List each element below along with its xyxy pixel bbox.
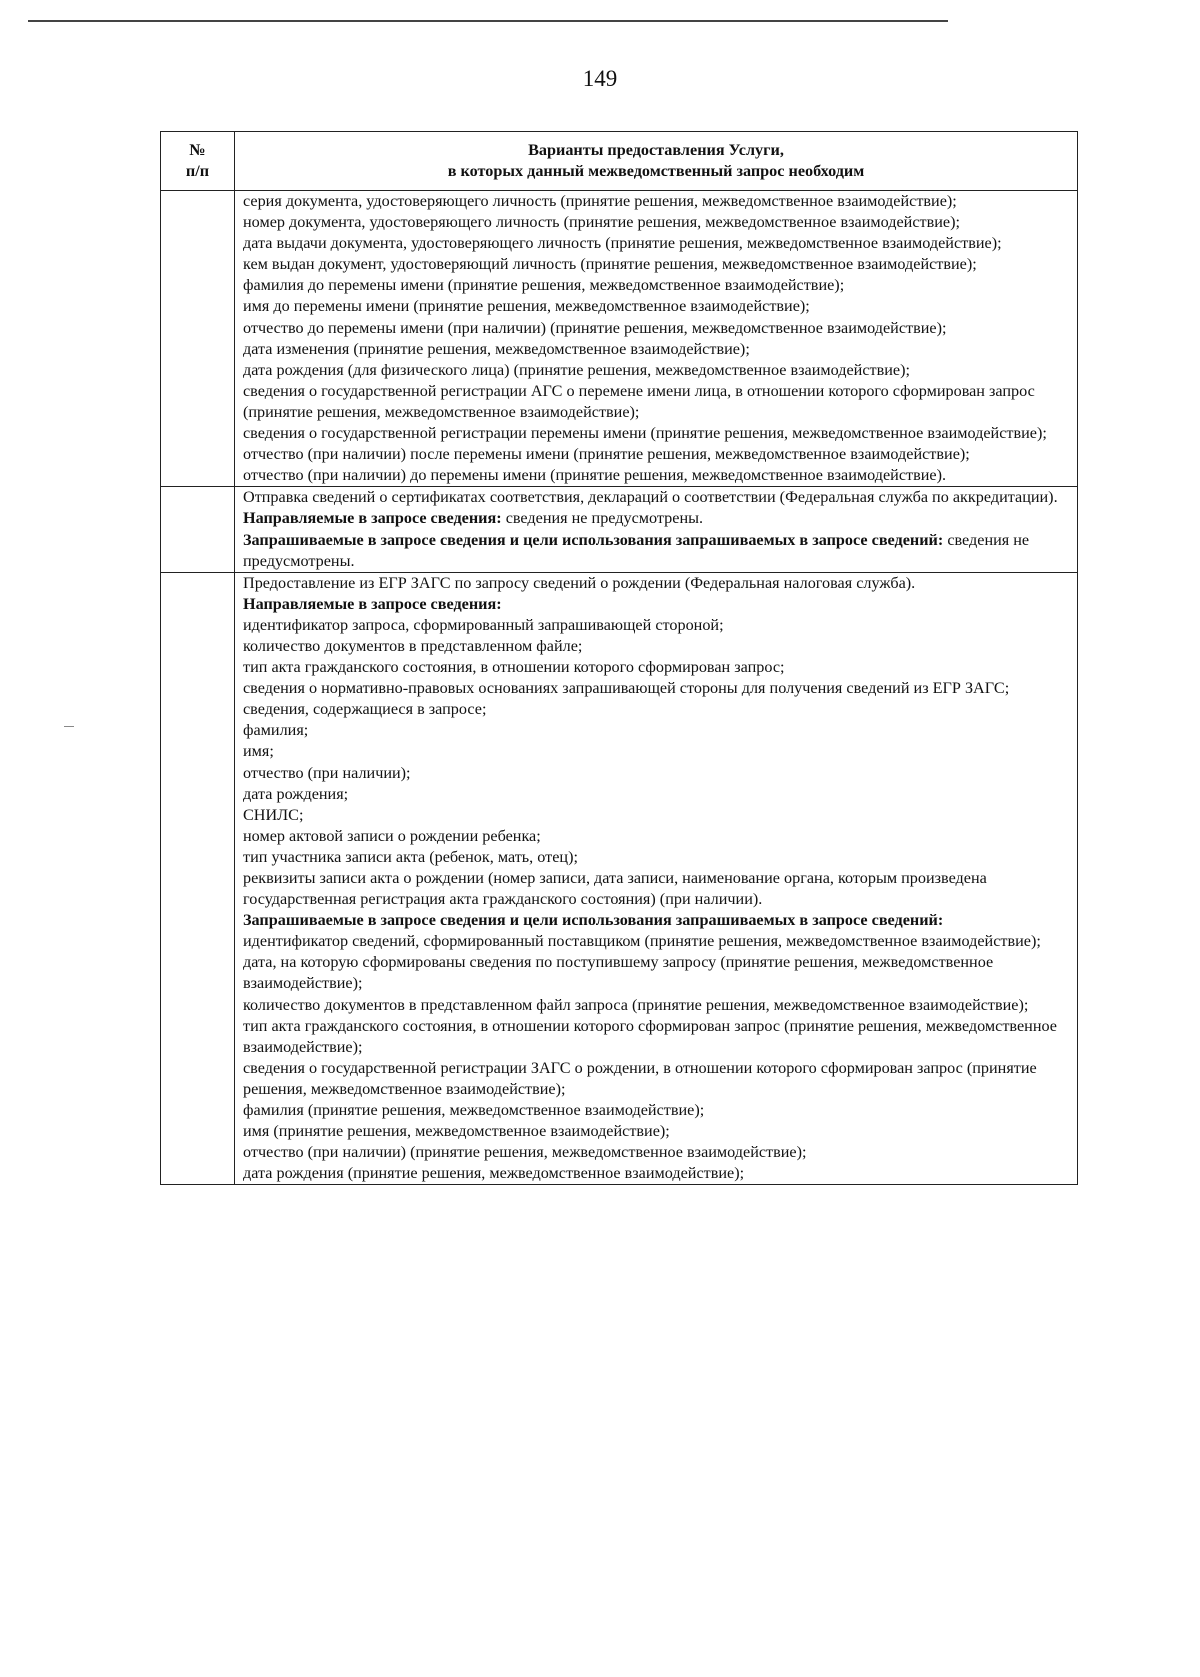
requested-info-label: Запрашиваемые в запросе сведения и цели использования запрашиваемых в запросе сведений:: [243, 530, 944, 549]
list-item: идентификатор сведений, сформированный поставщиком (принятие решения, межведомственное взаимодействие);: [243, 932, 1041, 951]
list-item: дата рождения (для физического лица) (принятие решения, межведомственное взаимодействие);: [243, 360, 910, 379]
list-item: номер актовой записи о рождении ребенка;: [243, 826, 541, 845]
list-item: дата рождения;: [243, 784, 349, 803]
number-header-abbrev: п/п: [185, 162, 210, 180]
row-number-cell: [161, 191, 235, 487]
list-item: отчество (при наличии) до перемены имени (принятие решения, межведомственное взаимодействие).: [243, 466, 947, 485]
table-row: [161, 487, 1078, 572]
sent-info-label: Направляемые в запросе сведения:: [243, 594, 502, 613]
list-item: фамилия;: [243, 721, 309, 740]
list-item: отчество (при наличии) (принятие решения, межведомственное взаимодействие);: [243, 1143, 807, 1162]
list-item: отчество (при наличии);: [243, 763, 411, 782]
variants-header-line-2: в которых данный межведомственный запрос необходим: [447, 162, 865, 180]
list-item: номер документа, удостоверяющего личность (принятие решения, межведомственное взаимодействие);: [243, 213, 960, 232]
requested-info-label: Запрашиваемые в запросе сведения и цели использования запрашиваемых в запросе сведений:: [243, 911, 944, 930]
list-item: отчество до перемены имени (при наличии) (принятие решения, межведомственное взаимодействие);: [243, 318, 947, 337]
list-item: дата изменения (принятие решения, межведомственное взаимодействие);: [243, 339, 750, 358]
services-table: [160, 131, 1078, 1185]
section-intro: Предоставление из ЕГР ЗАГС по запросу сведений о рождении (Федеральная налоговая служба).: [243, 573, 916, 592]
list-item: фамилия до перемены имени (принятие решения, межведомственное взаимодействие);: [243, 276, 845, 295]
table-row: [161, 572, 1078, 1185]
requested-info-value: сведения не предусмотрены.: [243, 530, 1030, 570]
list-item: СНИЛС;: [243, 805, 304, 824]
page-number: 149: [582, 66, 618, 91]
row-content-cell: [235, 572, 1078, 1185]
top-rule: [28, 20, 948, 22]
number-column-header: [161, 132, 235, 191]
list-item: сведения, содержащиеся в запросе;: [243, 700, 487, 719]
list-item: сведения о государственной регистрации АГС о перемене имени лица, в отношении которого сформирован запрос (принятие решения, межведомственное взаимодействие);: [243, 381, 1035, 421]
list-item: сведения о нормативно-правовых основаниях запрашивающей стороны для получения сведений из ЕГР ЗАГС;: [243, 679, 1010, 698]
list-item: дата, на которую сформированы сведения по поступившему запросу (принятие решения, межведомственное взаимодействие);: [243, 953, 994, 993]
table-row: [161, 191, 1078, 487]
list-item: имя до перемены имени (принятие решения, межведомственное взаимодействие);: [243, 297, 810, 316]
variants-header-line-1: Варианты предоставления Услуги,: [528, 141, 784, 159]
list-item: дата рождения (принятие решения, межведомственное взаимодействие);: [243, 1164, 745, 1183]
requested-info-line: [243, 530, 1071, 572]
list-item: тип участника записи акта (ребенок, мать, отец);: [243, 847, 578, 866]
list-item: имя;: [243, 742, 274, 761]
section-intro: Отправка сведений о сертификатах соответствия, деклараций о соответствии (Федеральная служба по аккредитации).: [243, 488, 1058, 507]
list-item: тип акта гражданского состояния, в отношении которого сформирован запрос;: [243, 658, 785, 677]
list-item: количество документов в представленном файл запроса (принятие решения, межведомственное взаимодействие);: [243, 995, 1029, 1014]
list-item: количество документов в представленном файле;: [243, 636, 583, 655]
list-item: сведения о государственной регистрации перемены имени (принятие решения, межведомственное взаимодействие);: [243, 424, 1047, 443]
row-number-cell: [161, 572, 235, 1185]
list-item: фамилия (принятие решения, межведомственное взаимодействие);: [243, 1101, 705, 1120]
list-item: имя (принятие решения, межведомственное взаимодействие);: [243, 1122, 670, 1141]
sent-info-line: [243, 508, 1071, 529]
variants-column-header: [235, 132, 1078, 191]
list-item: идентификатор запроса, сформированный запрашивающей стороной;: [243, 615, 724, 634]
list-item: дата выдачи документа, удостоверяющего личность (принятие решения, межведомственное взаимодействие);: [243, 234, 1002, 253]
row-number-cell: [161, 487, 235, 572]
sent-info-label: Направляемые в запросе сведения:: [243, 509, 502, 528]
margin-mark: [64, 726, 74, 727]
table-header-row: [161, 132, 1078, 191]
list-item: реквизиты записи акта о рождении (номер записи, дата записи, наименование органа, которым произведена государственная регистрация акта гражданского состояния) (при наличии).: [243, 869, 987, 909]
row-content-cell: [235, 191, 1078, 487]
list-item: кем выдан документ, удостоверяющий личность (принятие решения, межведомственное взаимодействие);: [243, 255, 977, 274]
list-item: серия документа, удостоверяющего личность (принятие решения, межведомственное взаимодействие);: [243, 192, 957, 210]
sent-info-value: сведения не предусмотрены.: [501, 509, 704, 528]
list-item: тип акта гражданского состояния, в отношении которого сформирован запрос (принятие решения, межведомственное взаимодействие);: [243, 1016, 1057, 1056]
list-item: отчество (при наличии) после перемены имени (принятие решения, межведомственное взаимодействие);: [243, 445, 970, 464]
number-header-symbol: №: [189, 141, 206, 159]
row-content-cell: [235, 487, 1078, 572]
list-item: сведения о государственной регистрации ЗАГС о рождении, в отношении которого сформирован запрос (принятие решения, межведомственное взаимодействие);: [243, 1058, 1037, 1098]
